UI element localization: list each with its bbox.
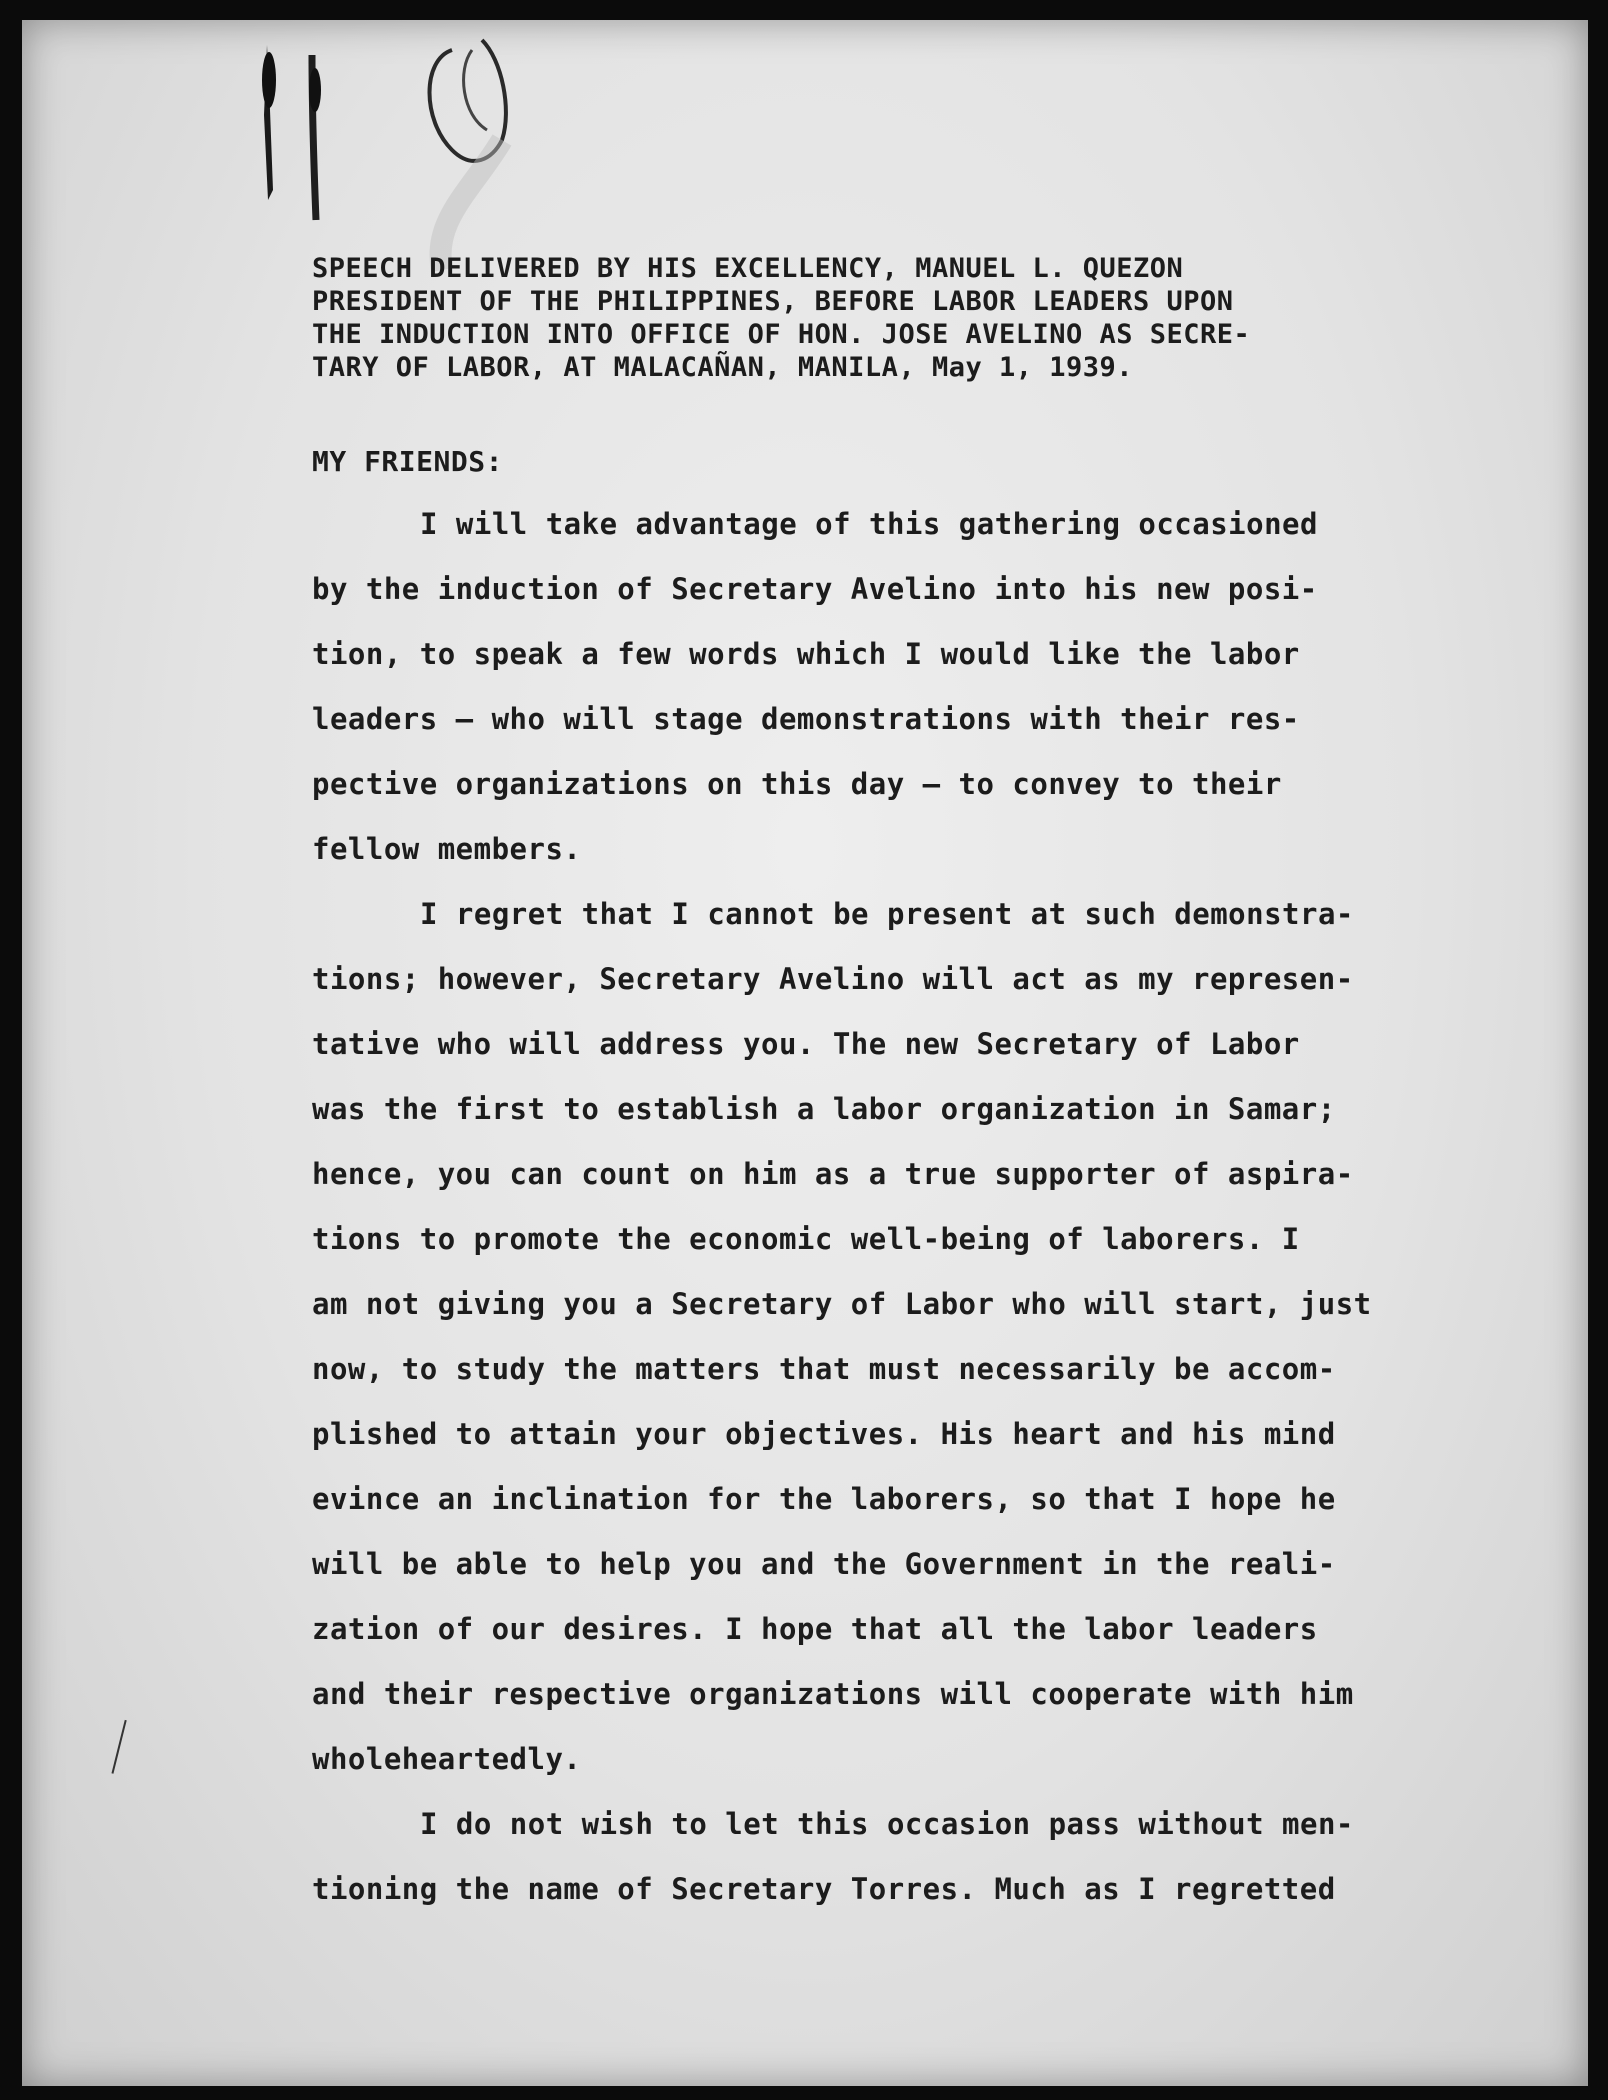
text-line: am not giving you a Secretary of Labor who will start, just: [312, 1287, 1372, 1321]
heading-line: TARY OF LABOR, AT MALACAÑAN, MANILA, May 1, 1939.: [312, 352, 1134, 383]
heading-line: PRESIDENT OF THE PHILIPPINES, BEFORE LABOR LEADERS UPON: [312, 286, 1234, 317]
text-line: now, to study the matters that must necessarily be accom-: [312, 1352, 1336, 1386]
text-line: will be able to help you and the Government in the reali-: [312, 1547, 1336, 1581]
paragraph-3: [312, 1792, 1482, 1922]
paragraph-1: [312, 492, 1482, 882]
ink-stain-marks: [172, 20, 572, 280]
text-line: tions to promote the economic well-being of laborers. I: [312, 1222, 1300, 1256]
text-line: tative who will address you. The new Secretary of Labor: [312, 1027, 1300, 1061]
speech-heading: [312, 252, 1482, 384]
text-line: hence, you can count on him as a true supporter of aspira-: [312, 1157, 1354, 1191]
text-line: pective organizations on this day — to convey to their: [312, 767, 1282, 801]
text-line: and their respective organizations will cooperate with him: [312, 1677, 1354, 1711]
heading-line: THE INDUCTION INTO OFFICE OF HON. JOSE AVELINO AS SECRE-: [312, 319, 1251, 350]
text-line: tioning the name of Secretary Torres. Much as I regretted: [312, 1872, 1336, 1906]
text-line: tion, to speak a few words which I would like the labor: [312, 637, 1300, 671]
text-line: was the first to establish a labor organization in Samar;: [312, 1092, 1336, 1126]
text-line: tions; however, Secretary Avelino will act as my represen-: [312, 962, 1354, 996]
heading-line: SPEECH DELIVERED BY HIS EXCELLENCY, MANUEL L. QUEZON: [312, 253, 1184, 284]
pencil-mark: [111, 1720, 132, 1775]
text-line: I do not wish to let this occasion pass without men-: [420, 1807, 1354, 1841]
text-line: I will take advantage of this gathering occasioned: [420, 507, 1318, 541]
text-line: by the induction of Secretary Avelino into his new posi-: [312, 572, 1318, 606]
text-line: evince an inclination for the laborers, so that I hope he: [312, 1482, 1336, 1516]
text-line: wholeheartedly.: [312, 1742, 582, 1776]
text-line: leaders — who will stage demonstrations with their res-: [312, 702, 1300, 736]
text-line: I regret that I cannot be present at such demonstra-: [420, 897, 1354, 931]
paragraph-2: [312, 882, 1482, 1792]
salutation: MY FRIENDS:: [312, 445, 503, 478]
document-page: [22, 20, 1588, 2086]
text-line: plished to attain your objectives. His heart and his mind: [312, 1417, 1336, 1451]
speech-transcript: [312, 252, 1482, 1922]
text-line: zation of our desires. I hope that all the labor leaders: [312, 1612, 1318, 1646]
text-line: fellow members.: [312, 832, 582, 866]
